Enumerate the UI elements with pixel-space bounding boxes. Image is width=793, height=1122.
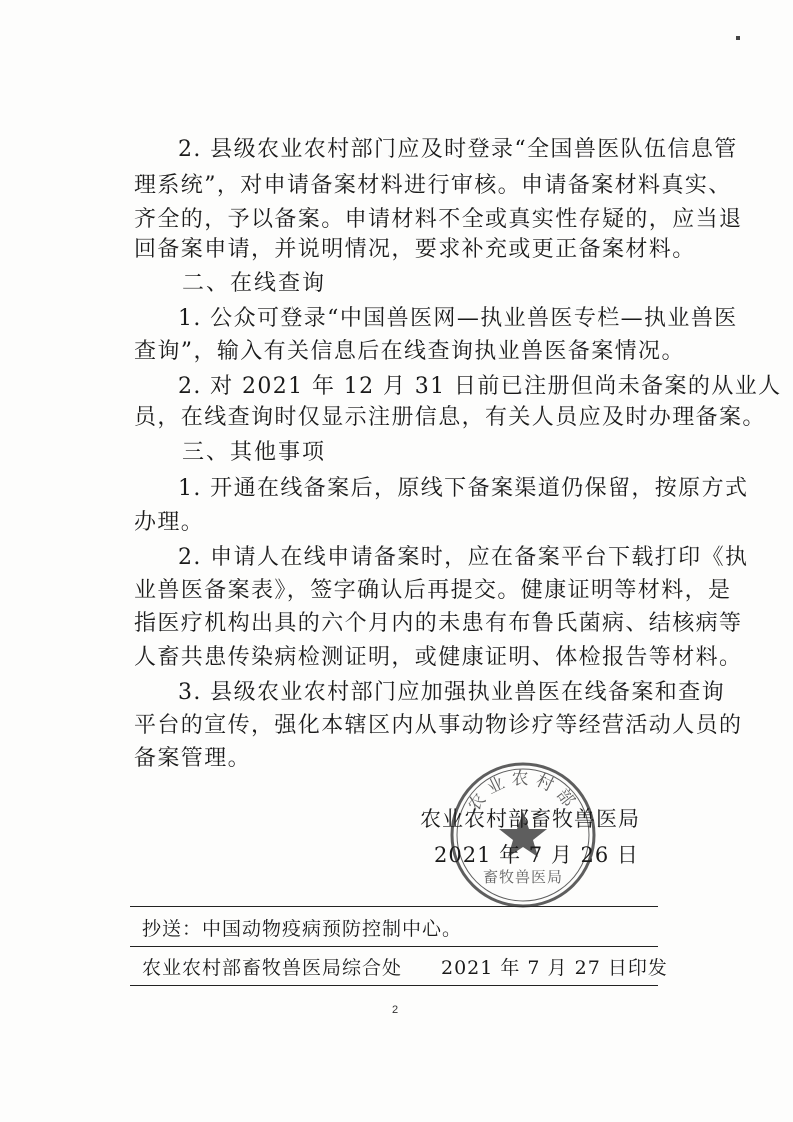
scan-mark [736, 36, 740, 40]
body-line: 备案管理。 [134, 746, 252, 771]
cc-line: 抄送：中国动物疫病预防控制中心。 [142, 918, 463, 940]
body-line: 2. 县级农业农村部门应及时登录“全国兽医队伍信息管 [178, 137, 738, 162]
svg-text:农业农村部: 农业农村部 [464, 769, 582, 816]
body-line: 查询”，输入有关信息后在线查询执业兽医备案情况。 [134, 339, 685, 364]
body-line: 1. 开通在线备案后，原线下备案渠道仍保留，按原方式 [178, 476, 749, 501]
body-line: 3. 县级农业农村部门应加强执业兽医在线备案和查询 [178, 680, 725, 705]
body-line: 2. 对 2021 年 12 月 31 日前已注册但尚未备案的从业人 [178, 374, 782, 399]
body-line: 齐全的，予以备案。申请材料不全或真实性存疑的，应当退 [134, 207, 743, 232]
body-line: 业兽医备案表》，签字确认后再提交。健康证明等材料，是 [134, 578, 732, 603]
svg-text:畜牧兽医局: 畜牧兽医局 [482, 868, 564, 886]
signature-date: 2021 年 7 月 26 日 [434, 843, 639, 867]
section-heading: 二、在线查询 [182, 271, 327, 296]
body-line: 指医疗机构出具的六个月内的未患有布鲁氏菌病、结核病等 [134, 611, 743, 636]
page-number: 2 [391, 1004, 399, 1016]
signature-org: 农业农村部畜牧兽医局 [420, 807, 640, 831]
body-line: 人畜共患传染病检测证明，或健康证明、体检报告等材料。 [134, 645, 743, 670]
body-line: 平台的宣传，强化本辖区内从事动物诊疗等经营活动人员的 [134, 713, 743, 738]
footer-divider [130, 946, 658, 947]
body-line: 1. 公众可登录“中国兽医网—执业兽医专栏—执业兽医 [178, 306, 738, 331]
section-heading: 三、其他事项 [182, 440, 327, 465]
body-line: 理系统”，对申请备案材料进行审核。申请备案材料真实、 [134, 173, 732, 198]
body-line: 回备案申请，并说明情况，要求补充或更正备案材料。 [134, 237, 696, 262]
print-date: 2021 年 7 月 27 日印发 [441, 957, 668, 979]
issuer-name: 农业农村部畜牧兽医局综合处 [142, 957, 403, 979]
body-line: 2. 申请人在线申请备案时，应在备案平台下载打印《执 [178, 545, 749, 570]
body-line: 办理。 [134, 510, 205, 535]
body-line: 员，在线查询时仅显示注册信息，有关人员应及时办理备案。 [134, 405, 766, 430]
footer-divider [130, 985, 658, 986]
official-seal [448, 760, 598, 910]
